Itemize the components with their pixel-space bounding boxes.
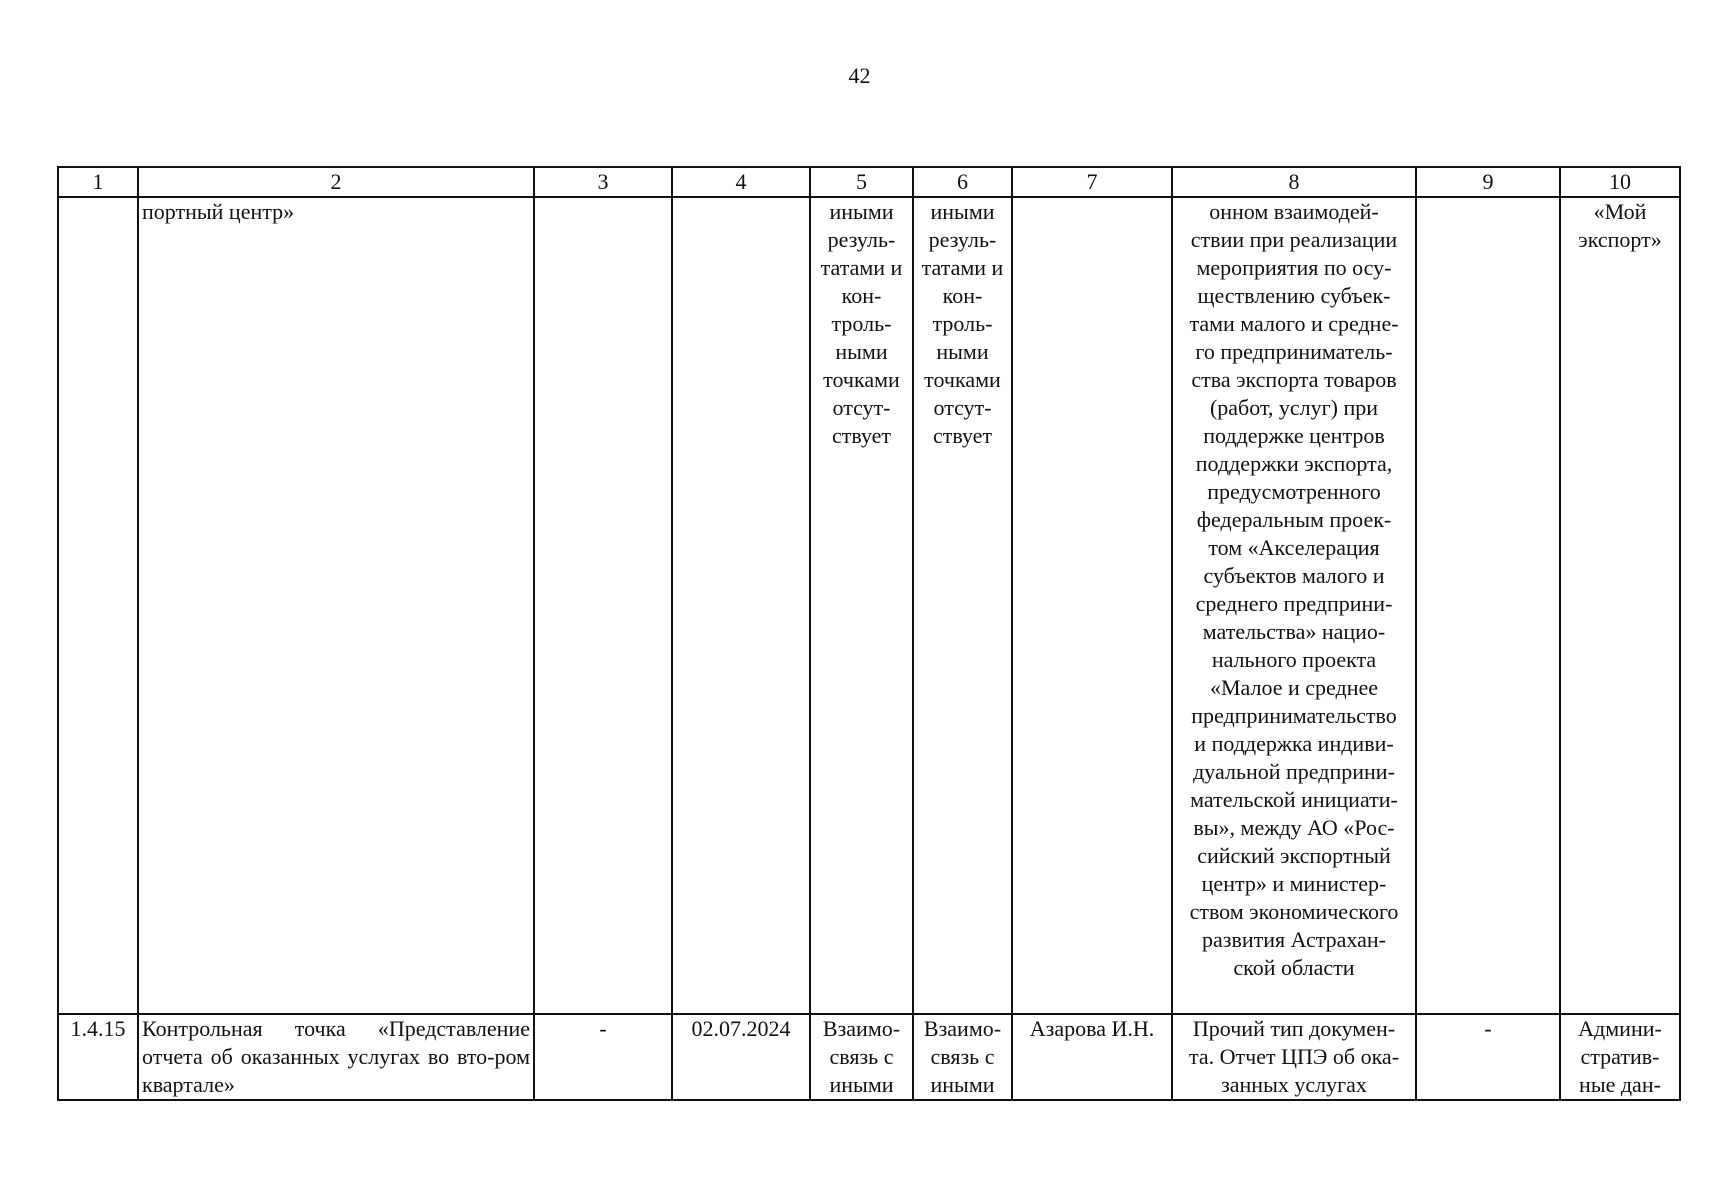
cell-responsible: Азарова И.Н. (1012, 1014, 1172, 1100)
cell-start-date: - (534, 1014, 672, 1100)
cell-predecessor: Взаимо- связь с иными (810, 1014, 913, 1100)
col-header-5: 5 (810, 167, 913, 197)
cell-successor: Взаимо- связь с иными (913, 1014, 1012, 1100)
cell-name: Контрольная точка «Представление отчета об оказанных услугах во вто-ром квартале» (138, 1014, 534, 1100)
cell-end-date (672, 197, 810, 1014)
cell-responsible (1012, 197, 1172, 1014)
cell-result-document: Прочий тип докумен- та. Отчет ЦПЭ об ока- занных услугах (1172, 1014, 1416, 1100)
cell-number (58, 197, 138, 1014)
table-row-1-4-15 (58, 1014, 1680, 1100)
col-header-7: 7 (1012, 167, 1172, 197)
col-header-6: 6 (913, 167, 1012, 197)
col-header-9: 9 (1416, 167, 1560, 197)
cell-number: 1.4.15 (58, 1014, 138, 1100)
col-header-4: 4 (672, 167, 810, 197)
page-number: 42 (848, 63, 871, 88)
cell-predecessor: иными резуль- татами и кон- троль- ными точками отсут- ствует (810, 197, 913, 1014)
cell-successor: иными резуль- татами и кон- троль- ными точками отсут- ствует (913, 197, 1012, 1014)
col-header-8: 8 (1172, 167, 1416, 197)
cell-information-system: Админи- стратив- ные дан- (1560, 1014, 1680, 1100)
col-header-3: 3 (534, 167, 672, 197)
plan-table (57, 166, 1681, 1101)
cell-level (1416, 197, 1560, 1014)
cell-level: - (1416, 1014, 1560, 1100)
column-number-header-row (58, 167, 1680, 197)
col-header-2: 2 (138, 167, 534, 197)
col-header-1: 1 (58, 167, 138, 197)
cell-information-system: «Мой экспорт» (1560, 197, 1680, 1014)
cell-end-date: 02.07.2024 (672, 1014, 810, 1100)
table-row-continuation (58, 197, 1680, 1014)
cell-name: портный центр» (138, 197, 534, 1014)
col-header-10: 10 (1560, 167, 1680, 197)
cell-start-date (534, 197, 672, 1014)
cell-result-document: онном взаимодей- ствии при реализации мероприятия по осу- ществлению субъек- тами малого и средне- го предприниматель- ства экспорта товаров (работ, услуг) при поддержке центров поддержки экспорта, предусмотренного федеральным проек- том «Акселерация субъектов малого и среднего предприни- мательства» нацио- нального проекта «Малое и среднее предпринимательство и поддержка индиви- дуальной предприни- мательской инициати- вы», между АО «Рос- сийский экспортный центр» и министер- ством экономического развития Астрахан- ской области (1172, 197, 1416, 1014)
